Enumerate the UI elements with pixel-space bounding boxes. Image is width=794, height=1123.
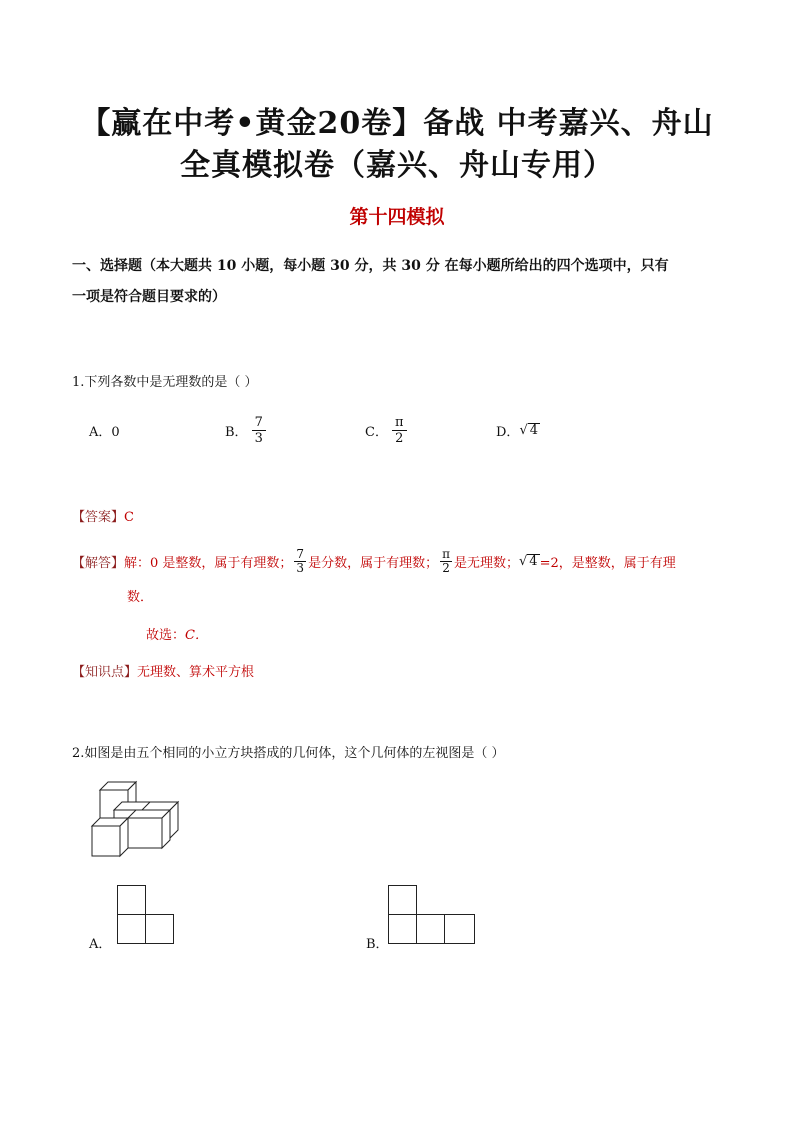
grid-square: [445, 915, 475, 944]
q1-knowledge: [72, 661, 254, 680]
solution-sqrt: [519, 554, 540, 569]
q1-option-b-label: B．: [225, 424, 248, 440]
cube-face: [128, 818, 162, 848]
q2-option-b-label: B．: [366, 937, 389, 952]
question-1-stem: 1.下列各数中是无理数的是（ ）: [72, 375, 258, 390]
answer-tag: 【答案】: [72, 510, 125, 525]
cube-face: [92, 826, 120, 856]
grid-square: [118, 915, 146, 944]
q1-option-d-label: D．: [496, 424, 520, 440]
grid-square: [118, 886, 146, 915]
page-title-line2: 全真模拟卷（嘉兴、舟山专用）: [180, 148, 614, 183]
solution-fraction-2-numerator: π: [442, 546, 450, 561]
page-title-line1: 【赢在中考•黄金20卷】备战 中考嘉兴、舟山: [80, 106, 714, 141]
solution-part3: 是无理数；: [453, 555, 519, 571]
q1-option-d-radicand: 4: [529, 422, 539, 438]
q1-solution-line1: [72, 544, 676, 578]
q1-option-b-denominator: 3: [254, 430, 263, 446]
q1-solution-line2: 数．: [127, 590, 154, 605]
q1-choose: [146, 624, 208, 643]
grid-square: [417, 915, 445, 944]
q2-option-a-figure: [117, 885, 177, 945]
q1-option-a-label: A．0: [89, 424, 120, 440]
section-instructions-line2: 一项是符合题目要求的）: [72, 289, 226, 305]
q1-option-d: [496, 410, 540, 450]
solution-sqrt-radicand: 4: [529, 553, 538, 569]
sqrt-icon: √: [519, 422, 528, 438]
solution-fraction-2: [440, 548, 452, 575]
q1-option-c-label: C．: [365, 424, 388, 440]
q1-option-c-fraction: [392, 415, 407, 446]
sqrt-icon: √: [518, 553, 528, 569]
grid-square: [146, 915, 174, 944]
solution-fraction-1-numerator: 7: [296, 546, 305, 561]
q2-option-a-label: A．: [89, 937, 112, 952]
q1-option-b-numerator: 7: [252, 415, 266, 431]
solution-fraction-2-denominator: 2: [442, 560, 450, 575]
knowledge-value: 无理数、算术平方根: [137, 665, 255, 680]
solution-fraction-1-denominator: 3: [296, 560, 305, 575]
section-instructions-line1: 一、选择题（本大题共 10 小题，每小题 30 分，共 30 分 在每小题所给出的四个选项中，只有: [72, 258, 669, 274]
knowledge-tag: 【知识点】: [72, 665, 138, 680]
q1-answer: [72, 506, 134, 525]
q1-option-d-sqrt: [519, 423, 540, 438]
cube-assembly-figure: [88, 776, 184, 860]
grid-square: [389, 915, 417, 944]
q1-option-c: [365, 410, 407, 450]
grid-square: [389, 886, 417, 915]
question-2-stem: 2.如图是由五个相同的小立方块搭成的几何体，这个几何体的左视图是（ ）: [72, 746, 505, 761]
q1-option-c-numerator: π: [392, 415, 407, 431]
solution-part4: =2，是整数，属于有理: [539, 555, 676, 571]
page-subtitle: 第十四模拟: [349, 206, 445, 228]
answer-value: C: [124, 510, 134, 525]
choose-prefix: 故选：: [146, 628, 186, 643]
q1-option-b: [225, 410, 266, 450]
solution-part1: 解：0 是整数，属于有理数；: [124, 555, 293, 571]
q1-option-b-fraction: [252, 415, 266, 446]
q1-option-c-denominator: 2: [395, 430, 404, 446]
solution-tag: 【解答】: [72, 555, 125, 571]
q1-option-a: [89, 410, 120, 450]
solution-part2: 是分数，属于有理数；: [308, 555, 439, 571]
solution-fraction-1: [294, 548, 306, 575]
choose-value: C．: [185, 628, 208, 643]
q2-option-b-figure: [388, 885, 478, 945]
